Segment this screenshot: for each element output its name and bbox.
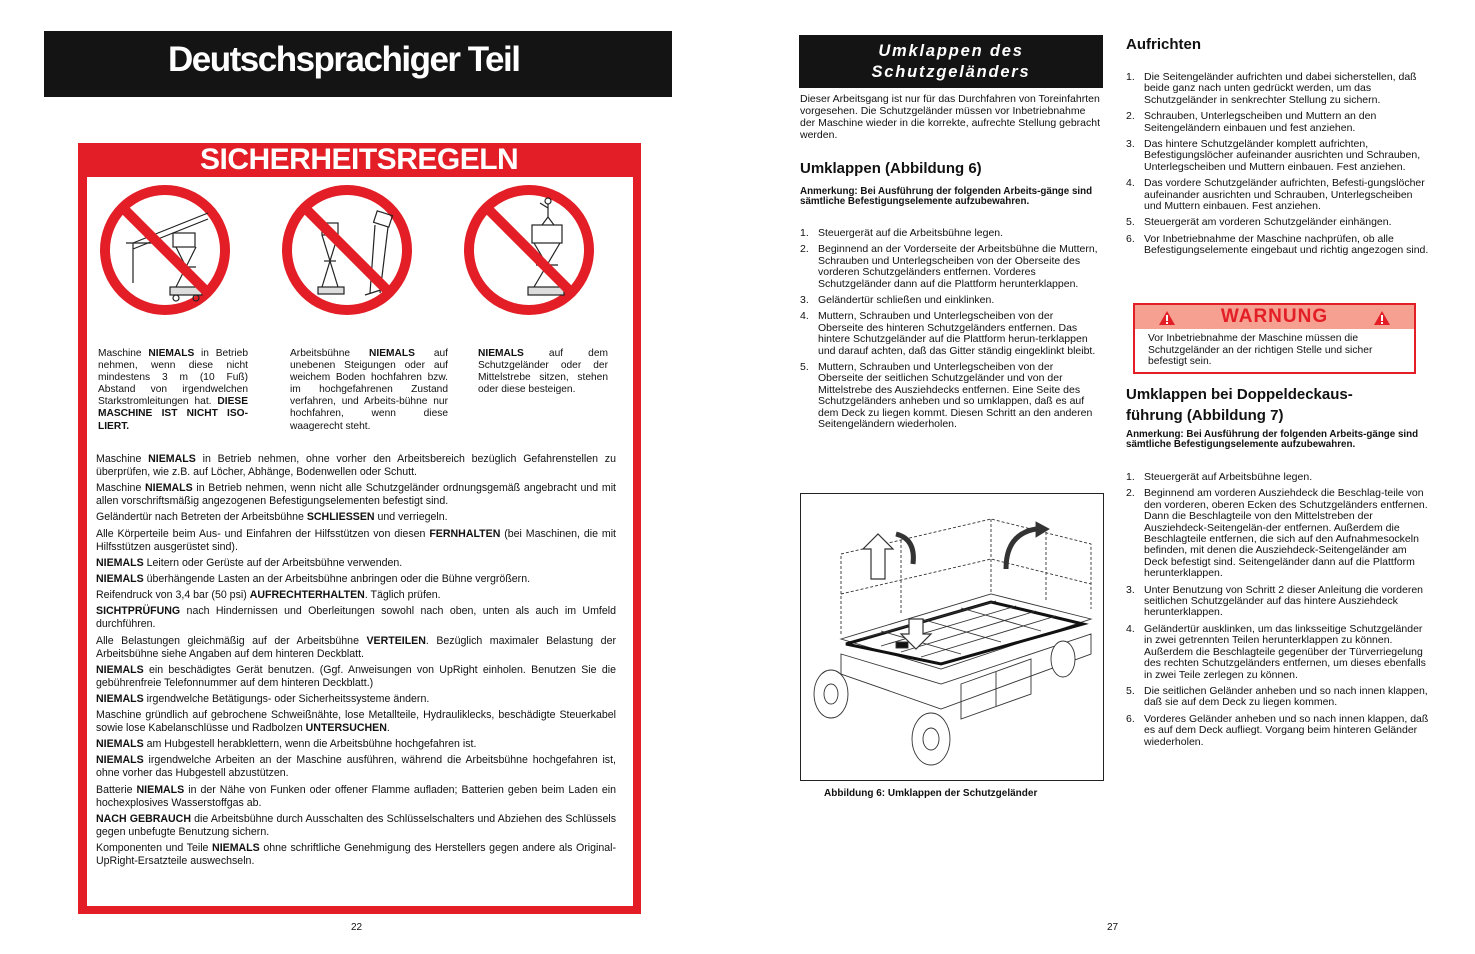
step-text: Muttern, Schrauben und Unterlegscheiben von der Oberseite der seitlichen Schutzgeländer und von der Mittelstrebe des Ausziehdecks entfernen. Eine Seite des Schutzgeländers anheben und so umklappen, daß es auf dem Deck zu liegen kommt. Diesen Schritt an den anderen Seitengeländern wiederholen. [818,361,1093,431]
section-title [799,41,1103,83]
safety-rule: Maschine NIEMALS in Betrieb nehmen, wenn nicht alle Schutzgeländer ordnungsgemäß angebracht und mit allen vorschriftsmäßig angezogenen Befestigungselementen befestigt sind. [96,482,616,508]
safety-rule: Alle Belastungen gleichmäßig auf der Arbeitsbühne VERTEILEN. Bezüglich maximaler Belastung der Arbeitsbühne siehe Angaben auf dem hinteren Deckblatt. [96,634,616,660]
step-text: Die Seitengeländer aufrichten und dabei sicherstellen, daß beide ganz nach unten gedrückt werden, um das Schutzgeländer in senkrechter Stellung zu sichern. [1144,71,1417,106]
step-number: 6. [1126,712,1135,725]
safety-rules-list [96,453,616,871]
step-text: Steuergerät auf die Arbeitsbühne legen. [818,227,1004,239]
figure-guardrail-folding [800,493,1104,781]
safety-rule: NIEMALS ein beschädigtes Gerät benutzen. (Ggf. Anweisungen von UpRight einholen. Benutzen Sie die gebührenfreie Telefonnummer auf dem hinteren Deckblatt.) [96,663,616,689]
intro-text: Dieser Arbeitsgang ist nur für das Durchfahren von Toreinfahrten vorgesehen. Die Schutzgeländer müssen vor Inbetriebnahme der Maschine wieder in die korrekte, aufrechte Stellung gebracht werden. [800,93,1100,141]
safety-rule: Batterie NIEMALS in der Nähe von Funken oder offener Flamme aufladen; Batterien geben beim Laden ein hochexplosives Wasserstoffgas ab. [96,783,617,809]
safety-rule: SICHTPRÜFUNG nach Hindernissen und Oberleitungen sowohl nach oben, unten als auch im Umfeld durchführen. [96,605,616,631]
step-item [1126,139,1430,173]
step-item [1126,488,1430,579]
step-item [1126,585,1430,619]
no-climbing-icon [462,183,596,317]
safety-title: SICHERHEITSREGELN [200,143,519,176]
step-item [800,228,1098,239]
section-title-line: Schutzgeländers [871,63,1031,81]
warning-text: Vor Inbetriebnahme der Maschine müssen die Schutzgeländer an der richtigen Stelle und sicher befestigt sein. [1148,333,1373,368]
step-number: 1. [800,227,809,239]
step-number: 2. [800,243,809,256]
page-title: Deutschsprachiger Teil [168,40,520,79]
step-item [800,311,1098,357]
step-item [800,362,1098,430]
step-number: 2. [1126,487,1135,500]
step-number: 5. [800,361,809,374]
step-text: Steuergerät am vorderen Schutzgeländer einhängen. [1144,216,1392,229]
pictogram-caption: NIEMALS auf dem Schutzgeländer oder der Mittelstrebe sitzen, stehen oder diese besteigen. [478,348,608,396]
step-item [1126,624,1430,681]
safety-rule: NIEMALS irgendwelche Arbeiten an der Maschine ausführen, während die Arbeitsbühne hochgefahren ist, ohne vorher das Hubgestell abzustützen. [96,754,616,780]
safety-rule: Maschine gründlich auf gebrochene Schweißnähte, lose Metallteile, Hydrauliklecks, beschädigte Steuerkabel sowie lose Kabelanschlüsse und Radbolzen UNTERSUCHEN. [96,709,616,735]
step-number: 4. [800,310,809,323]
step-number: 2. [1126,110,1135,123]
section-title-line: Umklappen des [878,42,1024,60]
step-item [1126,686,1430,709]
safety-rule: Maschine NIEMALS in Betrieb nehmen, ohne vorher den Arbeitsbereich bezüglich Gefahrenstellen zu überprüfen, wie z.B. auf Löcher, Abhänge, Bodenwellen oder Schutt. [96,453,616,478]
step-number: 3. [1126,138,1135,151]
step-text: Schrauben, Unterlegscheiben und Muttern an den Seitengeländern einbauen und fest anziehen. [1144,110,1377,134]
upright-heading: Aufrichten [1126,36,1201,53]
double-deck-heading [1126,384,1426,426]
step-text: Das vordere Schutzgeländer aufrichten, Befesti-gungslöcher aufeinander ausrichten und Schrauben, Unterlegscheiben und Muttern einbauen. Fest anziehen. [1144,177,1425,213]
fold-steps [800,228,1098,436]
step-text: Geländertür ausklinken, um das linksseitige Schutzgeländer in zwei getrennten Teilen herunterklappen zu können. Außerdem die Beschlagteile gegenüber der Türverriegelung des rechten Schutzgeländers entfernen, um dieses ebenfalls in zwei Teile zerlegen zu können. [1144,622,1426,681]
step-number: 4. [1126,177,1135,190]
step-item [1126,72,1430,106]
no-slope-icon [280,183,414,317]
safety-rule: Geländertür nach Betreten der Arbeitsbühne SCHLIESSEN und verriegeln. [96,511,448,524]
step-number: 3. [800,294,809,307]
fold-note: Anmerkung: Bei Ausführung der folgenden Arbeits-gänge sind sämtliche Befestigungselemente aufzubewahren. [800,186,1093,208]
step-number: 1. [1126,471,1135,483]
step-item [1126,234,1430,257]
step-text: Unter Benutzung von Schritt 2 dieser Anleitung die vorderen seitlichen Schutzgeländer auf das hintere Ausziehdeck herunterklappen. [1144,583,1424,619]
pictogram-caption: Maschine NIEMALS in Betrieb nehmen, wenn diese nicht mindestens 3 m (10 Fuß) Abstand von irgendwelchen Starkstromleitungen hat. DIESE MASCHINE IST NICHT ISO-LIERT. [98,348,248,432]
safety-rule: NIEMALS am Hubgestell herabklettern, wenn die Arbeitsbühne hochgefahren ist. [96,738,477,751]
safety-rule: Alle Körperteile beim Aus- und Einfahren der Hilfsstützen von diesen FERNHALTEN (bei Maschinen, die mit Hilfsstützen ausgerüstet sind). [96,527,616,553]
step-number: 4. [1126,622,1135,635]
step-text: Vor Inbetriebnahme der Maschine nachprüfen, ob alle Befestigungselemente eingebaut und richtig angezogen sind. [1144,232,1429,257]
double-deck-note: Anmerkung: Bei Ausführung der folgenden Arbeits-gänge sind sämtliche Befestigungselemente aufzubewahren. [1126,429,1419,451]
step-number: 5. [1126,684,1135,697]
no-powerline-icon [98,183,232,317]
step-number: 1. [1126,71,1135,83]
step-text: Muttern, Schrauben und Unterlegscheiben von der Oberseite des hinteren Schutzgeländers entfernen. Das hintere Schutzgeländer auf die Plattform herun-terklappen und darauf achten, daß das Gitter ständig eingeklinkt bleibt. [818,310,1096,357]
safety-rule: NACH GEBRAUCH die Arbeitsbühne durch Ausschalten des Schlüsselschalters und Abziehen des Schlüssels gegen unbefugte Benutzung sichern. [96,812,616,838]
heading-line: Umklappen bei Doppeldeckaus- [1126,386,1353,403]
step-item [1126,714,1430,748]
step-text: Die seitlichen Geländer anheben und so nach innen klappen, daß sie auf dem Deck zu liegen kommen. [1144,684,1428,709]
safety-rule: Komponenten und Teile NIEMALS ohne schriftliche Genehmigung des Herstellers gegen andere als Original-UpRight-Ersatzteile auswechseln. [96,842,616,867]
step-text: Das hintere Schutzgeländer komplett aufrichten, Befestigungslöcher aufeinander ausrichten und Schrauben, Unterlegscheiben und Muttern einbauen. Fest anziehen. [1144,138,1421,173]
pictogram-caption: Arbeitsbühne NIEMALS auf unebenen Steigungen oder auf weichem Boden hochfahren bzw. im hochgefahrenen Zustand verfahren, und Arbeits-bühne nur hochfahren, wenn diese waagerecht steht. [290,348,448,432]
page-number: 22 [351,922,363,933]
heading-line: führung (Abbildung 7) [1126,407,1284,424]
step-number: 3. [1126,583,1135,596]
step-text: Vorderes Geländer anheben und so nach innen klappen, daß es auf dem Deck aufliegt. Vorgang beim hinteren Geländer wiederholen. [1144,712,1429,748]
fold-heading: Umklappen (Abbildung 6) [800,160,982,177]
page-number: 27 [1107,922,1119,933]
step-text: Geländertür schließen und einklinken. [818,294,995,307]
step-text: Beginnend am vorderen Ausziehdeck die Beschlag-teile von den vorderen, oberen Ecken des Schutzgeländers entfernen. Dann die Beschlagteile von den Mittelstreben der Ausziehdeck-Seitengelän-der entfernen. Außerdem die Beschlagteile entfernen, die sich auf den Aufnahmesockeln befinden, mit denen die Ausziehdeck-Seitengeländer am Deck befestigt sind. Seitengeländer dann auf die Plattform herunterklappen. [1144,487,1428,580]
figure-caption: Abbildung 6: Umklappen der Schutzgeländer [824,788,1038,799]
safety-rule: Reifendruck von 3,4 bar (50 psi) AUFRECHTERHALTEN. Täglich prüfen. [96,589,441,602]
safety-rule: NIEMALS Leitern oder Gerüste auf der Arbeitsbühne verwenden. [96,556,403,569]
double-deck-steps [1126,472,1430,753]
step-item [1126,178,1430,212]
step-number: 6. [1126,232,1135,245]
step-item [1126,111,1430,134]
step-text: Beginnend an der Vorderseite der Arbeitsbühne die Muttern, Schrauben und Unterlegscheiben von der Oberseite des vorderen Schutzgeländers entfernen. Vorderes Schutzgeländer dann auf die Plattform herunterklappen. [818,243,1098,290]
step-item [1126,472,1430,483]
safety-rule: NIEMALS irgendwelche Betätigungs- oder Sicherheitssysteme ändern. [96,692,430,705]
step-item [1126,217,1430,228]
step-number: 5. [1126,216,1135,229]
step-item [800,244,1098,290]
upright-steps [1126,72,1430,262]
step-text: Steuergerät auf Arbeitsbühne legen. [1144,471,1313,483]
step-item [800,295,1098,306]
warning-title: WARNUNG [1220,306,1329,327]
safety-rule: NIEMALS überhängende Lasten an der Arbeitsbühne anbringen oder die Bühne vergrößern. [96,572,531,585]
